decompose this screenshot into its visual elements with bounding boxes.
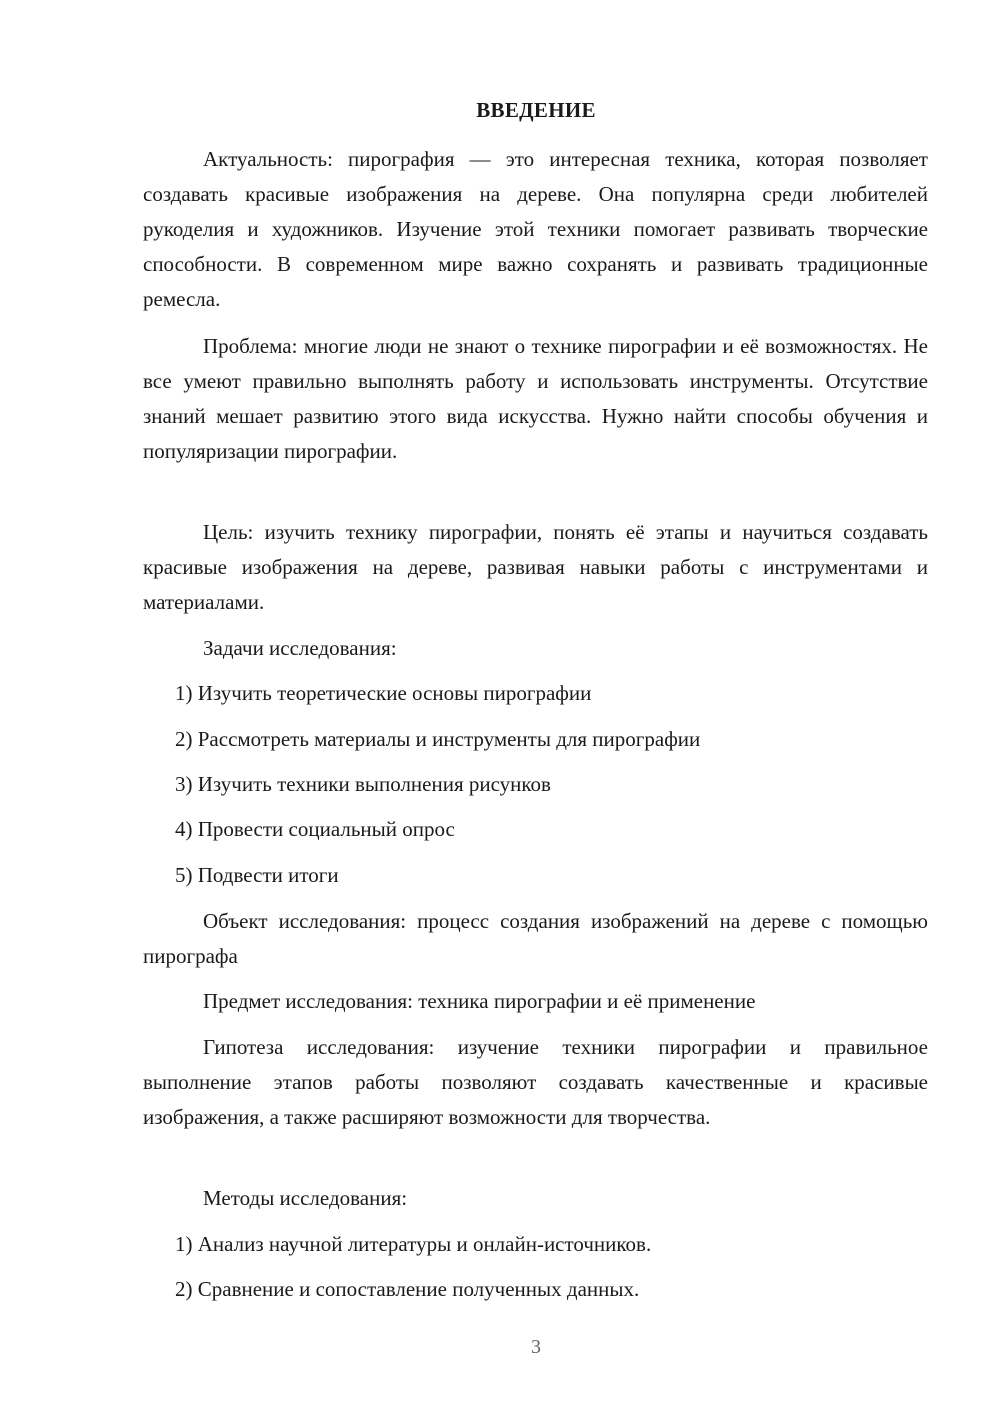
relevance-paragraph: Актуальность: пирография — это интересная техника, которая позволяет создавать красивые изображения на дереве. Она популярна среди любителей рукоделия и художников. Изучение этой техники помогает развивать творческие способности. В современном мире важно сохранять и развивать традиционные ремесла. bbox=[143, 147, 928, 311]
hypothesis-paragraph: Гипотеза исследования: изучение техники пирографии и правильное выполнение этапов работы позволяют создавать качественные и красивые изображения, а также расширяют возможности для творчества. bbox=[143, 1035, 928, 1129]
task-item: 1) Изучить теоретические основы пирографии bbox=[175, 681, 592, 705]
method-item: 1) Анализ научной литературы и онлайн-источников. bbox=[175, 1232, 652, 1256]
task-item: 5) Подвести итоги bbox=[175, 863, 339, 887]
page-number: 3 bbox=[531, 1336, 541, 1358]
methods-heading: Методы исследования: bbox=[203, 1186, 408, 1210]
goal-paragraph: Цель: изучить технику пирографии, понять её этапы и научиться создавать красивые изображения на дереве, развивая навыки работы с инструментами и материалами. bbox=[143, 520, 928, 614]
task-item: 3) Изучить техники выполнения рисунков bbox=[175, 772, 551, 796]
tasks-heading: Задачи исследования: bbox=[203, 636, 397, 660]
section-title: ВВЕДЕНИЕ bbox=[476, 98, 596, 122]
object-paragraph: Объект исследования: процесс создания изображений на дереве с помощью пирографа bbox=[143, 909, 928, 968]
method-item: 2) Сравнение и сопоставление полученных данных. bbox=[175, 1277, 640, 1301]
subject-paragraph: Предмет исследования: техника пирографии и её применение bbox=[203, 989, 756, 1013]
problem-paragraph: Проблема: многие люди не знают о технике пирографии и её возможностях. Не все умеют правильно выполнять работу и использовать инструменты. Отсутствие знаний мешает развитию этого вида искусства. Нужно найти способы обучения и популяризации пирографии. bbox=[143, 334, 928, 463]
task-item: 2) Рассмотреть материалы и инструменты для пирографии bbox=[175, 727, 701, 751]
task-item: 4) Провести социальный опрос bbox=[175, 817, 455, 841]
